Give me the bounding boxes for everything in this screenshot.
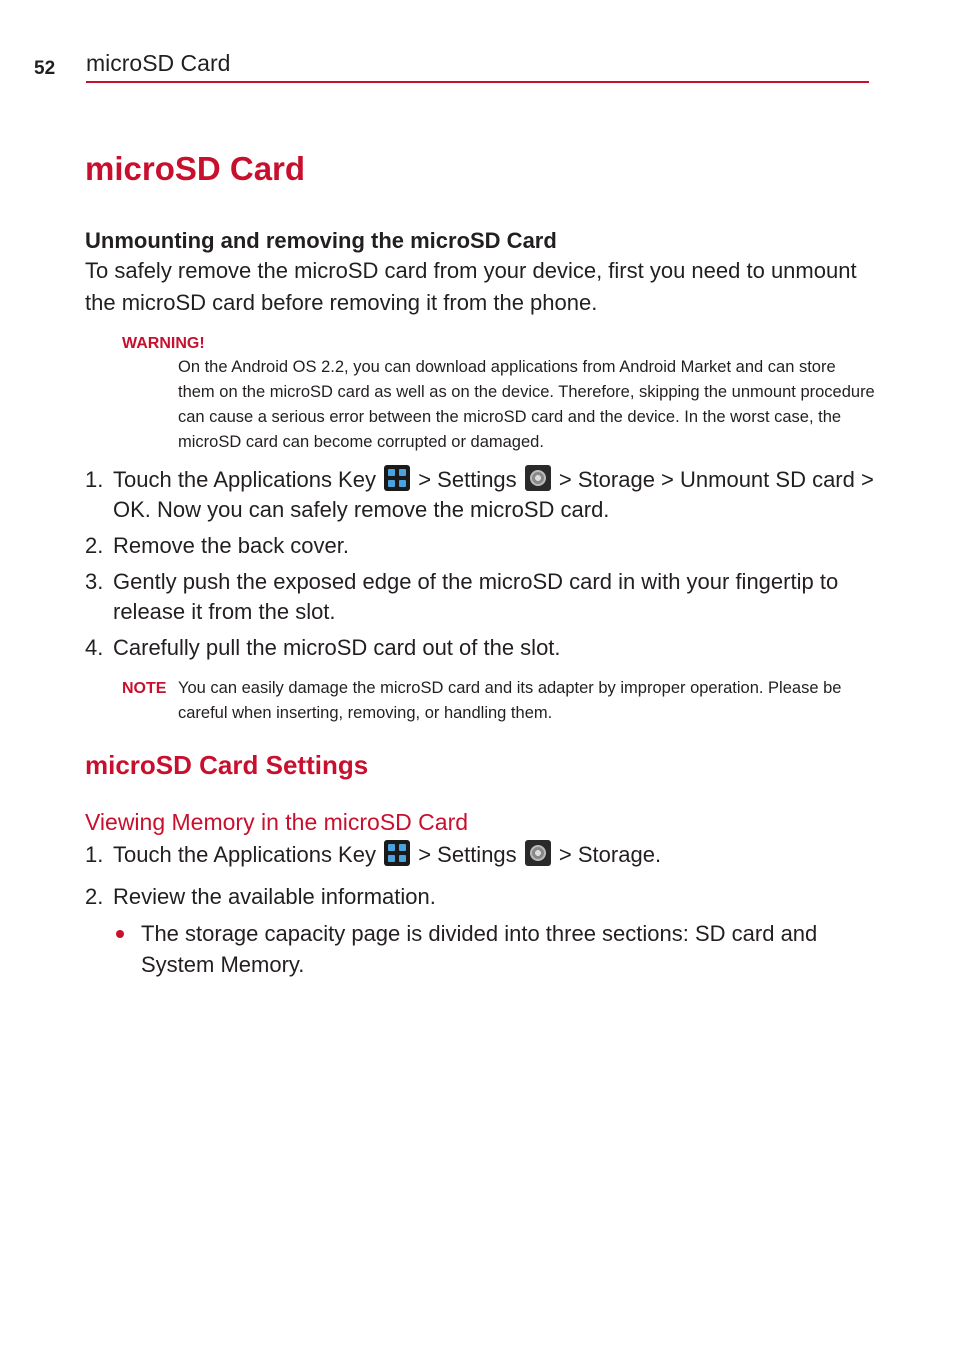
viewing-steps xyxy=(85,840,875,912)
page-number: 52 xyxy=(34,58,56,79)
step-text: Remove the back cover. xyxy=(113,533,350,558)
note-label: NOTE xyxy=(122,680,167,697)
step-text: Touch the xyxy=(113,467,214,492)
step-text: Gently push the exposed edge of the microSD card in with your fingertip to release it from the slot. xyxy=(113,569,839,624)
step-separator: > xyxy=(654,467,681,492)
list-item xyxy=(85,882,875,912)
list-item xyxy=(85,567,875,627)
unmount-label: Unmount SD card xyxy=(680,467,855,492)
settings-label: Settings xyxy=(437,842,517,867)
section-heading-unmount: Unmounting and removing the microSD Card xyxy=(85,228,557,253)
step-number: 4. xyxy=(85,635,104,660)
warning-text: On the Android OS 2.2, you can download applications from Android Market and can store them on the microSD card as well as on the device. Therefore, skipping the unmount procedure can cause a serious error between the microSD card and the device. In the worst case, the microSD card can become corrupted or damaged. xyxy=(178,358,875,451)
page-content xyxy=(85,150,875,980)
subheading-viewing-memory: Viewing Memory in the microSD Card xyxy=(85,809,469,835)
intro-paragraph: To safely remove the microSD card from your device, first you need to unmount the microSD card before removing it from the phone. xyxy=(85,258,857,315)
applications-key-label: Applications Key xyxy=(213,842,376,867)
list-item xyxy=(85,840,875,870)
ok-label: OK xyxy=(113,497,145,522)
applications-key-icon xyxy=(384,465,410,491)
step-separator: . xyxy=(654,842,662,867)
note-box xyxy=(122,676,875,726)
warning-label: WARNING! xyxy=(122,335,205,352)
step-text: Carefully pull the microSD card out of the slot. xyxy=(113,635,561,660)
step-text: Touch the xyxy=(113,842,214,867)
step-separator: > xyxy=(552,467,578,492)
step-separator: > xyxy=(552,842,578,867)
list-item xyxy=(85,633,875,663)
step-number: 3. xyxy=(85,569,104,594)
step-number: 1. xyxy=(85,467,104,492)
settings-gear-icon xyxy=(525,840,551,866)
step-number: 2. xyxy=(85,533,104,558)
step-number: 1. xyxy=(85,842,104,867)
note-text: You can easily damage the microSD card and its adapter by improper operation. Please be careful when inserting, removing, or handling them. xyxy=(178,679,842,722)
running-head: microSD Card xyxy=(86,50,231,76)
step-separator: > xyxy=(412,842,438,867)
storage-label: Storage xyxy=(577,467,655,492)
applications-key-icon xyxy=(384,840,410,866)
list-item xyxy=(85,531,875,561)
settings-gear-icon xyxy=(525,465,551,491)
red-bullet-icon xyxy=(116,930,124,938)
step-separator: > xyxy=(412,467,438,492)
step-text: . Now you can safely remove the microSD card. xyxy=(144,497,610,522)
unmount-steps xyxy=(85,465,875,663)
bullet-text: The storage capacity page is divided into three sections: SD card and System Memory. xyxy=(141,921,818,977)
step-text: Review the available information. xyxy=(113,884,436,909)
settings-label: Settings xyxy=(437,467,517,492)
section-heading-settings: microSD Card Settings xyxy=(85,750,369,780)
header-rule xyxy=(86,81,869,83)
list-item xyxy=(85,465,875,525)
applications-key-label: Applications Key xyxy=(213,467,376,492)
step-separator: > xyxy=(854,467,874,492)
step-number: 2. xyxy=(85,884,104,909)
list-item xyxy=(85,918,875,980)
page-title: microSD Card xyxy=(85,150,306,187)
storage-label: Storage xyxy=(577,842,655,867)
warning-box xyxy=(122,335,875,455)
